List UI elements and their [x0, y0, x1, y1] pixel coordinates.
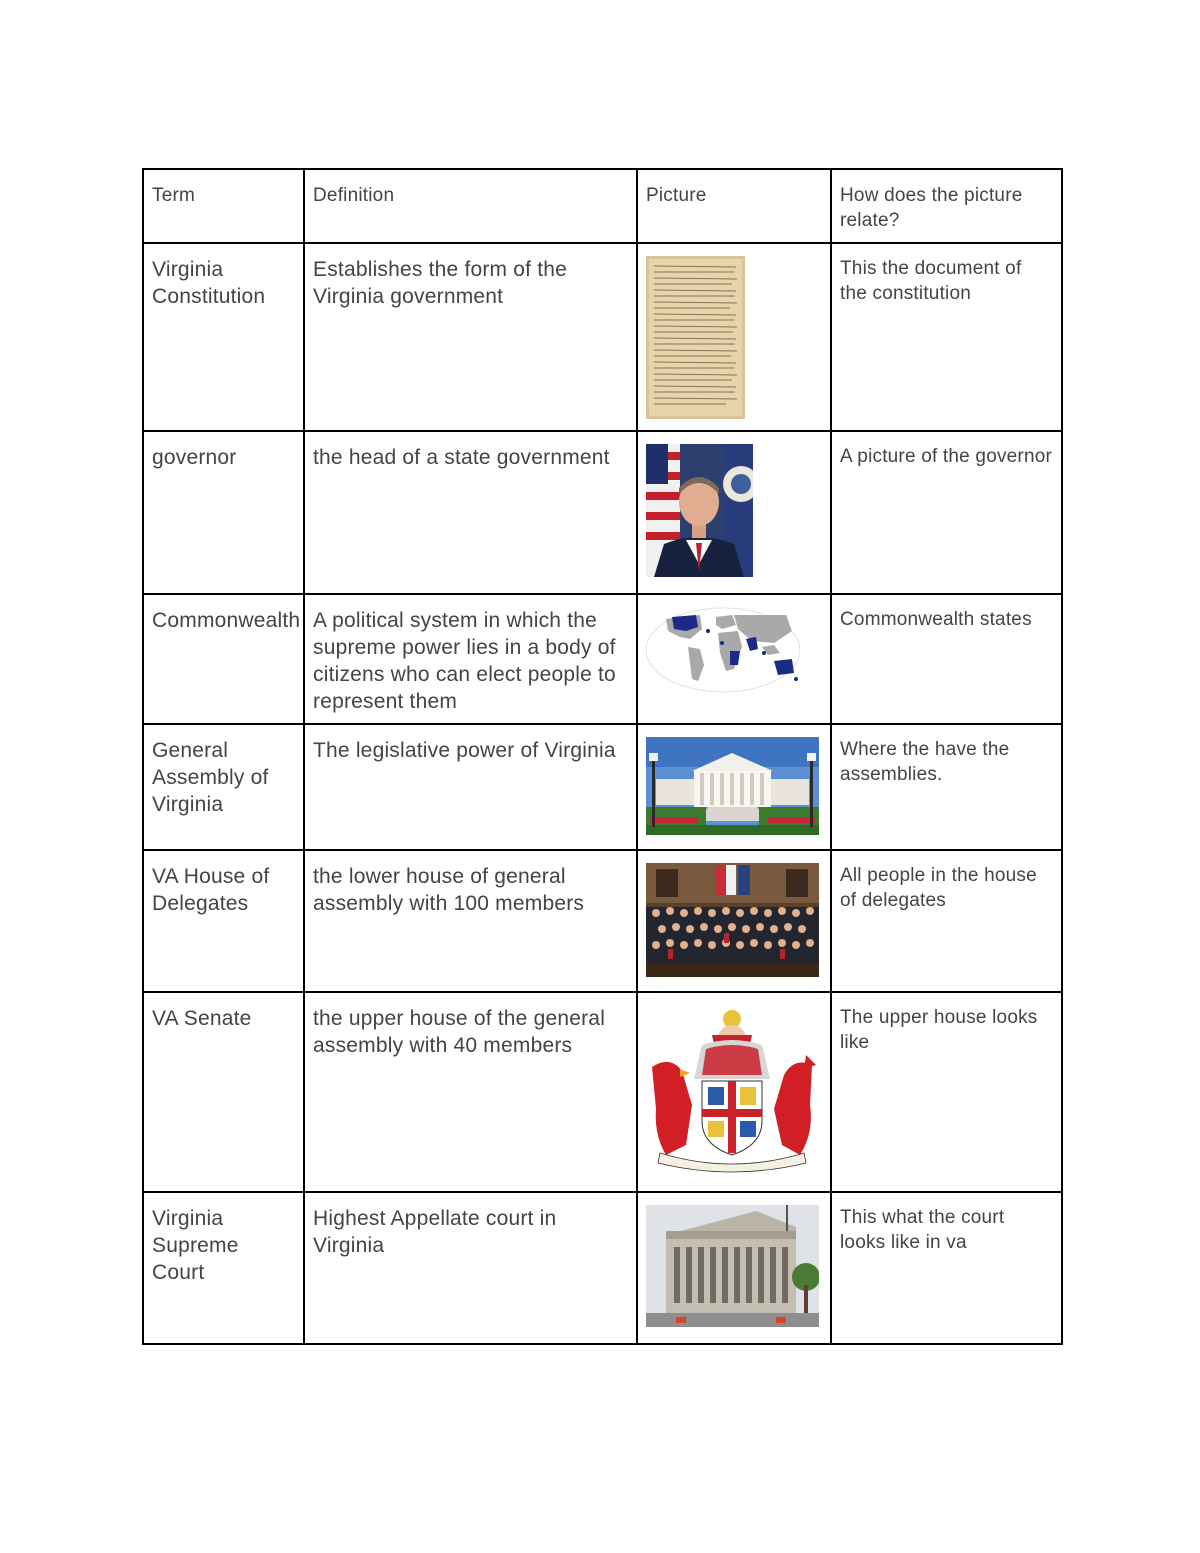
relation-cell: A picture of the governor — [831, 431, 1062, 594]
relation-cell: Commonwealth states — [831, 594, 1062, 724]
picture-cell — [637, 724, 831, 850]
definition-cell: A political system in which the supreme power lies in a body of citizens who can elect people to represent them — [304, 594, 637, 724]
term-cell: Virginia Constitution — [143, 243, 304, 431]
picture-cell — [637, 431, 831, 594]
capitol-building-image — [646, 737, 822, 835]
relation-cell: This the document of the constitution — [831, 243, 1062, 431]
header-relation: How does the picture relate? — [831, 169, 1062, 243]
world-map-image — [646, 607, 822, 693]
picture-cell — [637, 594, 831, 724]
table-row — [143, 724, 1062, 850]
relation-cell: This what the court looks like in va — [831, 1192, 1062, 1344]
relation-cell: All people in the house of delegates — [831, 850, 1062, 992]
governor-portrait-image — [646, 444, 822, 577]
picture-cell — [637, 243, 831, 431]
delegates-group-image — [646, 863, 822, 977]
term-cell: Virginia Supreme Court — [143, 1192, 304, 1344]
relation-cell: Where the have the assemblies. — [831, 724, 1062, 850]
header-picture: Picture — [637, 169, 831, 243]
table-row — [143, 850, 1062, 992]
definition-cell: Establishes the form of the Virginia government — [304, 243, 637, 431]
definition-cell: the upper house of the general assembly with 40 members — [304, 992, 637, 1192]
vocabulary-table — [142, 168, 1063, 1345]
term-cell: Commonwealth — [143, 594, 304, 724]
table-row — [143, 243, 1062, 431]
term-cell: General Assembly of Virginia — [143, 724, 304, 850]
definition-cell: Highest Appellate court in Virginia — [304, 1192, 637, 1344]
table-row — [143, 992, 1062, 1192]
term-cell: VA House of Delegates — [143, 850, 304, 992]
header-row — [143, 169, 1062, 243]
table-row — [143, 594, 1062, 724]
picture-cell — [637, 1192, 831, 1344]
picture-cell — [637, 992, 831, 1192]
term-cell: governor — [143, 431, 304, 594]
definition-cell: the head of a state government — [304, 431, 637, 594]
old-document-image — [646, 256, 822, 419]
coat-of-arms-image — [646, 1005, 822, 1177]
court-building-image — [646, 1205, 822, 1327]
header-definition: Definition — [304, 169, 637, 243]
relation-cell: The upper house looks like — [831, 992, 1062, 1192]
definition-cell: The legislative power of Virginia — [304, 724, 637, 850]
definition-cell: the lower house of general assembly with 100 members — [304, 850, 637, 992]
picture-cell — [637, 850, 831, 992]
term-cell: VA Senate — [143, 992, 304, 1192]
table-row — [143, 431, 1062, 594]
header-term: Term — [143, 169, 304, 243]
table-row — [143, 1192, 1062, 1344]
